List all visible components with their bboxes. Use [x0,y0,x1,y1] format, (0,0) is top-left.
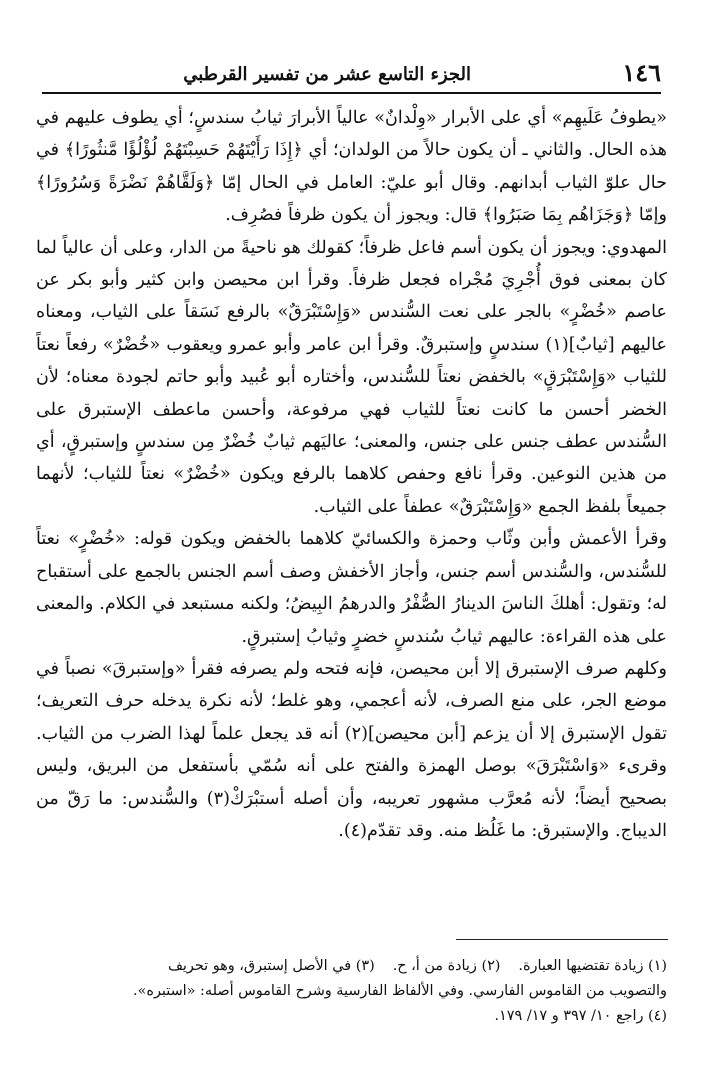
footnotes [36,954,667,1029]
page-number: ١٤٦ [622,58,661,87]
footnote-3-continuation: والتصويب من القاموس الفارسي. وفي الألفاظ الفارسية وشرح القاموس أصله: «استبره». [133,983,667,999]
page-header [42,58,661,94]
footnote-1: (١) زيادة تقتضيها العبارة. [518,958,667,974]
running-title: الجزء التاسع عشر من تفسير القرطبي [183,64,471,85]
footnote-4: (٤) راجع ١٠/ ٣٩٧ و ١٧/ ١٧٩. [494,1008,667,1024]
footnote-2: (٢) زيادة من أ، ح. [392,958,501,974]
paragraph: «يطوفُ عَلَيهِم» أي على الأبرار «وِلْدانٌ» عالياً الأبرارَ ثيابُ سندسٍ؛ أي يطوف عليهم في هذه الحال. والثاني ـ أن يكون حالاً من الولدان؛ أي ﴿إِذَا رَأَيْتَهُمْ حَسِبْتَهُمْ لُؤْلُؤًا مَّنثُورًا﴾ في حال علوّ الثياب أبدانهم. وقال أبو عليّ: العامل في الحال إمّا ﴿وَلَقَّاهُمْ نَضْرَةً وَسُرُورًا﴾ وإمّا ﴿وَجَزَاهُم بِمَا صَبَرُوا﴾ قال: ويجوز أن يكون ظرفاً فصُرِف. [36,108,667,226]
paragraph: المهدوي: ويجوز أن يكون أسم فاعل ظرفاً؛ كقولك هو ناحيةً من الدار، وعلى أن عالياً لما كان بمعنى فوق أُجْرِيَ مُجْراه فجعل ظرفاً. وقرأ ابن محيصن وابن كثير وأبو بكر عن عاصم «خُضْرٍ» بالجر على نعت السُّندس «وَإِسْتَبْرَقٌ» بالرفع نَسَقاً على الثياب، ومعناه عاليهم [ثيابٌ](١) سندسٍ وإستبرقٌ. وقرأ ابن عامر وأبو عمرو ويعقوب «خُضْرٌ» رفعاً نعتاً للثياب «وَإِسْتَبْرَقٍ» بالخفض نعتاً للسُّندس، وأختاره أبو عُبيد وأبو حاتم لجودة معناه؛ لأن الخضر أحسن ما كانت نعتاً للثياب فهي مرفوعة، وأحسن ماعطف الإستبرق على السُّندس عطف جنس على جنس، والمعنى؛ عاليَهم ثيابٌ خُضْرٌ مِن سندسٍ وإستبرقٍ، أي من هذين النوعين. وقرأ نافع وحفص كلاهما بالرفع ويكون «خُضْرٌ» نعتاً للثياب؛ لأنهما جميعاً بلفظ الجمع «وَإِسْتَبْرَقٌ» عطفاً على الثياب. [36,237,667,517]
tafsir-body-text [36,102,667,928]
footnote-separator [456,939,668,940]
footnote-3: (٣) في الأصل إستبرق، وهو تحريف [168,958,375,974]
paragraph: وكلهم صرف الإستبرق إلا أبن محيصن، فإنه فتحه ولم يصرفه فقرأ «وإستبرقَ» نصباً في موضع الجر، على منع الصرف، لأنه أعجمي، وهو غلط؛ لأنه نكرة يدخله حرف التعريف؛ تقول الإستبرق إلا أن يزعم [أبن محيصن](٢) أنه قد يجعل علماً لهذا الضرب من الثياب. وقرىء «وَاسْتَبْرَقَ» بوصل الهمزة والفتح على أنه سُمّي بأستفعل من البريق، وليس بصحيح أيضاً؛ لأنه مُعرَّب مشهور تعريبه، وأن أصله أستبْرَكْ(٣) والسُّندس: ما رَقّ من الديباج. والإستبرق: ما غَلُظ منه. وقد تقدّم(٤). [36,658,667,841]
footnote-row [36,954,667,979]
paragraph: وقرأ الأعمش وأبن وثّاب وحمزة والكسائيّ كلاهما بالخفض ويكون قوله: «خُضْرٍ» نعتاً للسُّندس، والسُّندس أسم جنس، وأجاز الأخفش وصف أسم الجنس بالجمع على أستقباح له؛ وتقول: أهلكَ الناسَ الدينارُ الصُّفْرُ والدرهمُ البِيضُ؛ ولكنه مستبعد في الكلام. والمعنى على هذه القراءة: عاليهم ثيابُ سُندسٍ خضرٍ وثيابُ إستبرقٍ. [36,529,667,647]
